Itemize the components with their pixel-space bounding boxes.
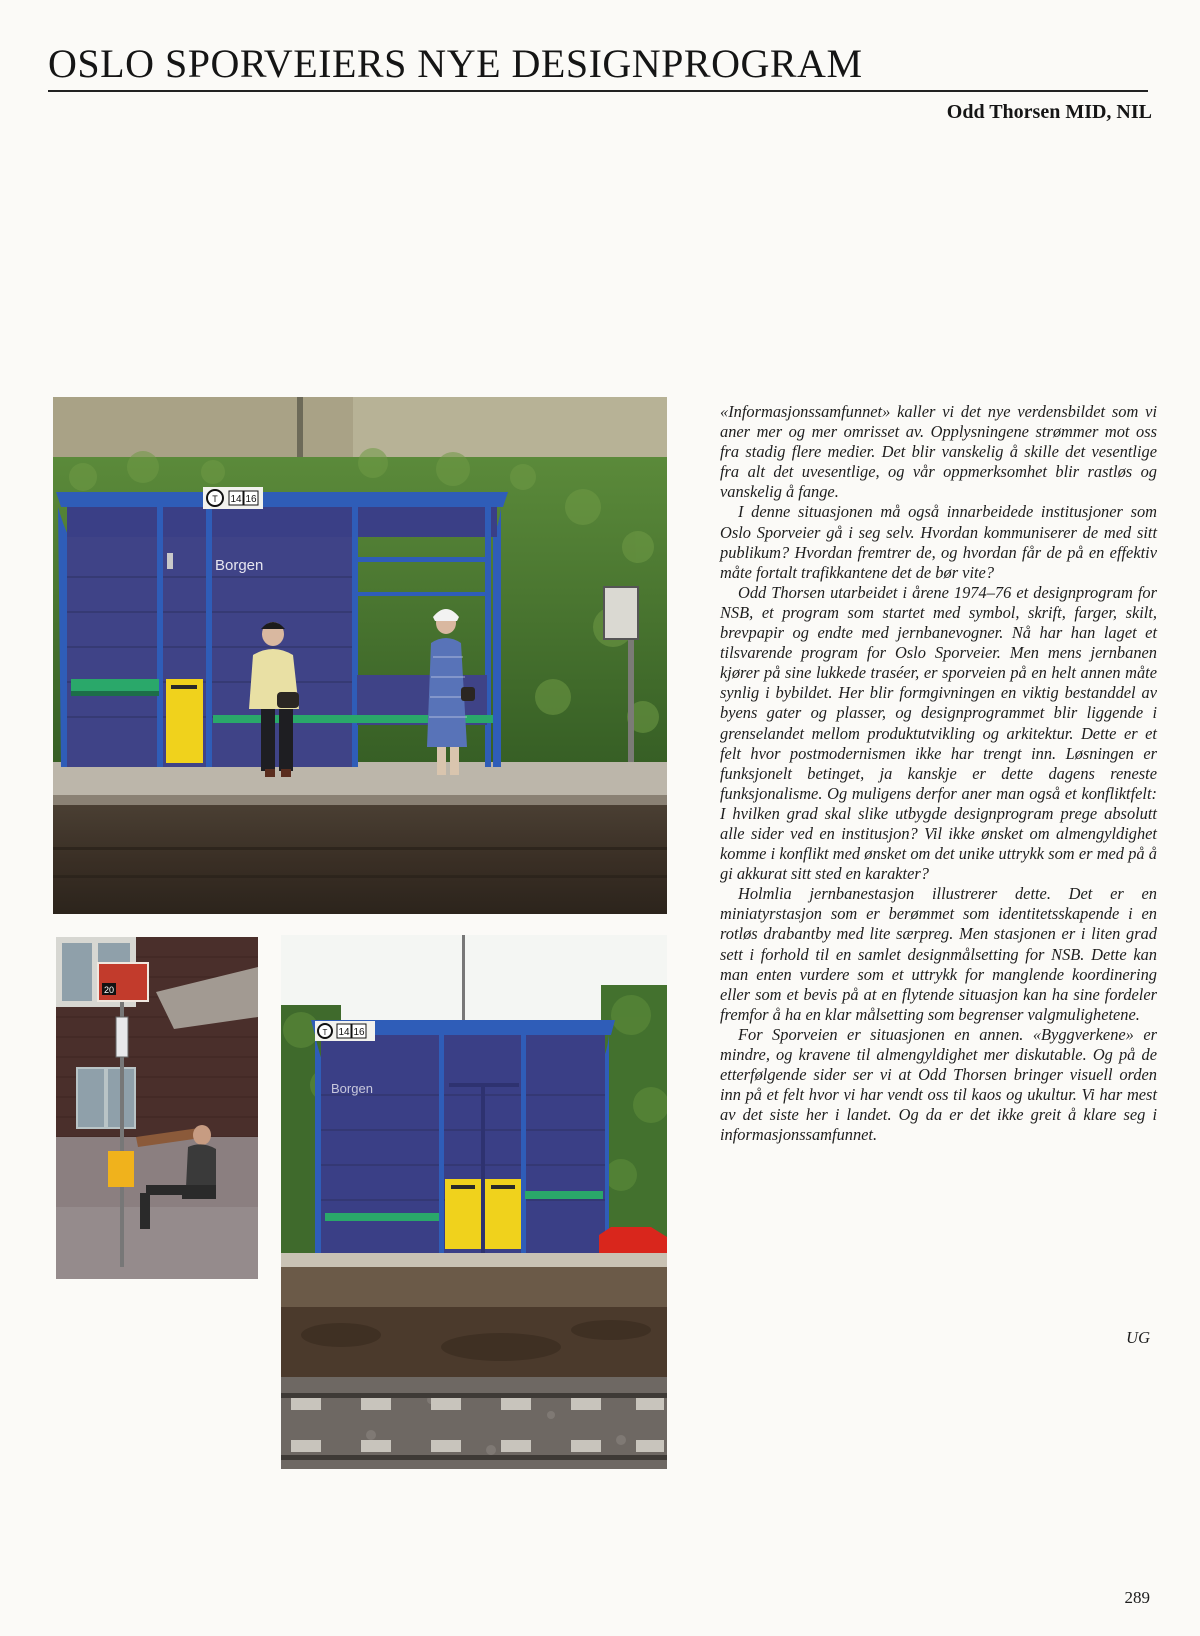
title-rule [48,90,1148,92]
bottom-stop-name: Borgen [331,1081,373,1096]
main-route-number-2: 16 [245,494,257,505]
small-stop-plate-number: 20 [103,985,115,995]
article-paragraph-4: Holmlia jernbanestasjon illustrerer dette. Det er en miniatyrstasjon som er berømmet som identitetsskapende i en rotløs drabantby med lite særpreg. Men stasjonen er i liten grad sett i forhold til en samlet designmålsetting for NSB. Dette kan man enten vurdere som et uttrykk for manglende koordinering eller som et bevis på at en flytende situasjon kan ha sine fordeler fremfor å ha en klar målsetting som begrenser valgmulighetene. [720,884,1157,1024]
svg-text:T: T [212,494,218,504]
bottom-route-number-1: 14 [338,1027,350,1038]
main-stop-name: Borgen [215,557,264,574]
article-title: OSLO SPORVEIERS NYE DESIGNPROGRAM [48,41,863,86]
article-paragraph-5: For Sporveien er situasjonen en annen. «Byggverkene» er mindre, og kravene til almengyldighet mer diskutable. Og på de etterfølgende sider ser vi at Odd Thorsen bringer visuell orden inn på et felt hvor vi har vendt oss til kaos og ukultur. Vi har mest av det siste her i landet. Og da er det ikke greit å klare seg i informasjonssamfunnet. [720,1024,1157,1145]
bottom-route-number-2: 16 [353,1027,365,1038]
article-paragraph-2: I denne situasjonen må også innarbeidede institusjoner som Oslo Sporveier gå i seg selv. Hvordan kommuniserer de med sitt publikum? Hvordan fremtrer de, og hvordan får de på en effektiv måte fortalt trafikkantene det de bør vite? [720,502,1157,582]
photo-borgen-shelter-women [53,397,667,914]
article-paragraph-1: «Informasjonssamfunnet» kaller vi det nye verdensbildet som vi aner mer og mer omrisset av. Opplysningene strømmer mot oss fra stadig flere medier. Det blir vanskelig å skille det vesentlige fra alt det uvesentlige, og vår oppmerksomhet blir rastløs og vanskelig å fange. [720,402,1157,502]
photo-brick-stop-man-bench [56,937,258,1279]
main-route-number-1: 14 [230,494,242,505]
svg-text:T: T [322,1028,328,1037]
page-number: 289 [1124,1588,1150,1607]
article-author: Odd Thorsen MID, NIL [946,101,1152,123]
photo-borgen-shelter-track [281,935,667,1469]
article-paragraph-3: Odd Thorsen utarbeidet i årene 1974–76 et designprogram for NSB, et program som startet med symbol, skrift, farger, skilt, brevpapir og endte med jernbanevogner. Nå har han laget et tilsvarende program for Oslo Sporveier. Men mens jernbanen kjører på sine lukkede traséer, er sporveien på en helt annen måte synlig i bybildet. Her blir formgivningen en viktig bestanddel av byens gater og plasser, og designprogrammet blir liggende i grenselandet mellom produktutvikling og arkitektur. Dette er et felt hvor postmodernismen ikke har trengt inn. Løsningen er funksjonelt betinget, ja kanskje er dette dagens reneste funksjonalisme. Og muligens derfor aner man også et konfliktfelt: I hvilken grad skal slike utbygde designprogram prege absolutt alle sider ved en institusjon? Vil ikke ønsket om almengyldighet komme i konflikt med ønsket om det unike uttrykk som er med på å gi akkurat sitt sted en karakter? [720,582,1157,884]
article-body [720,402,1157,1145]
article-signature: UG [1126,1328,1150,1347]
